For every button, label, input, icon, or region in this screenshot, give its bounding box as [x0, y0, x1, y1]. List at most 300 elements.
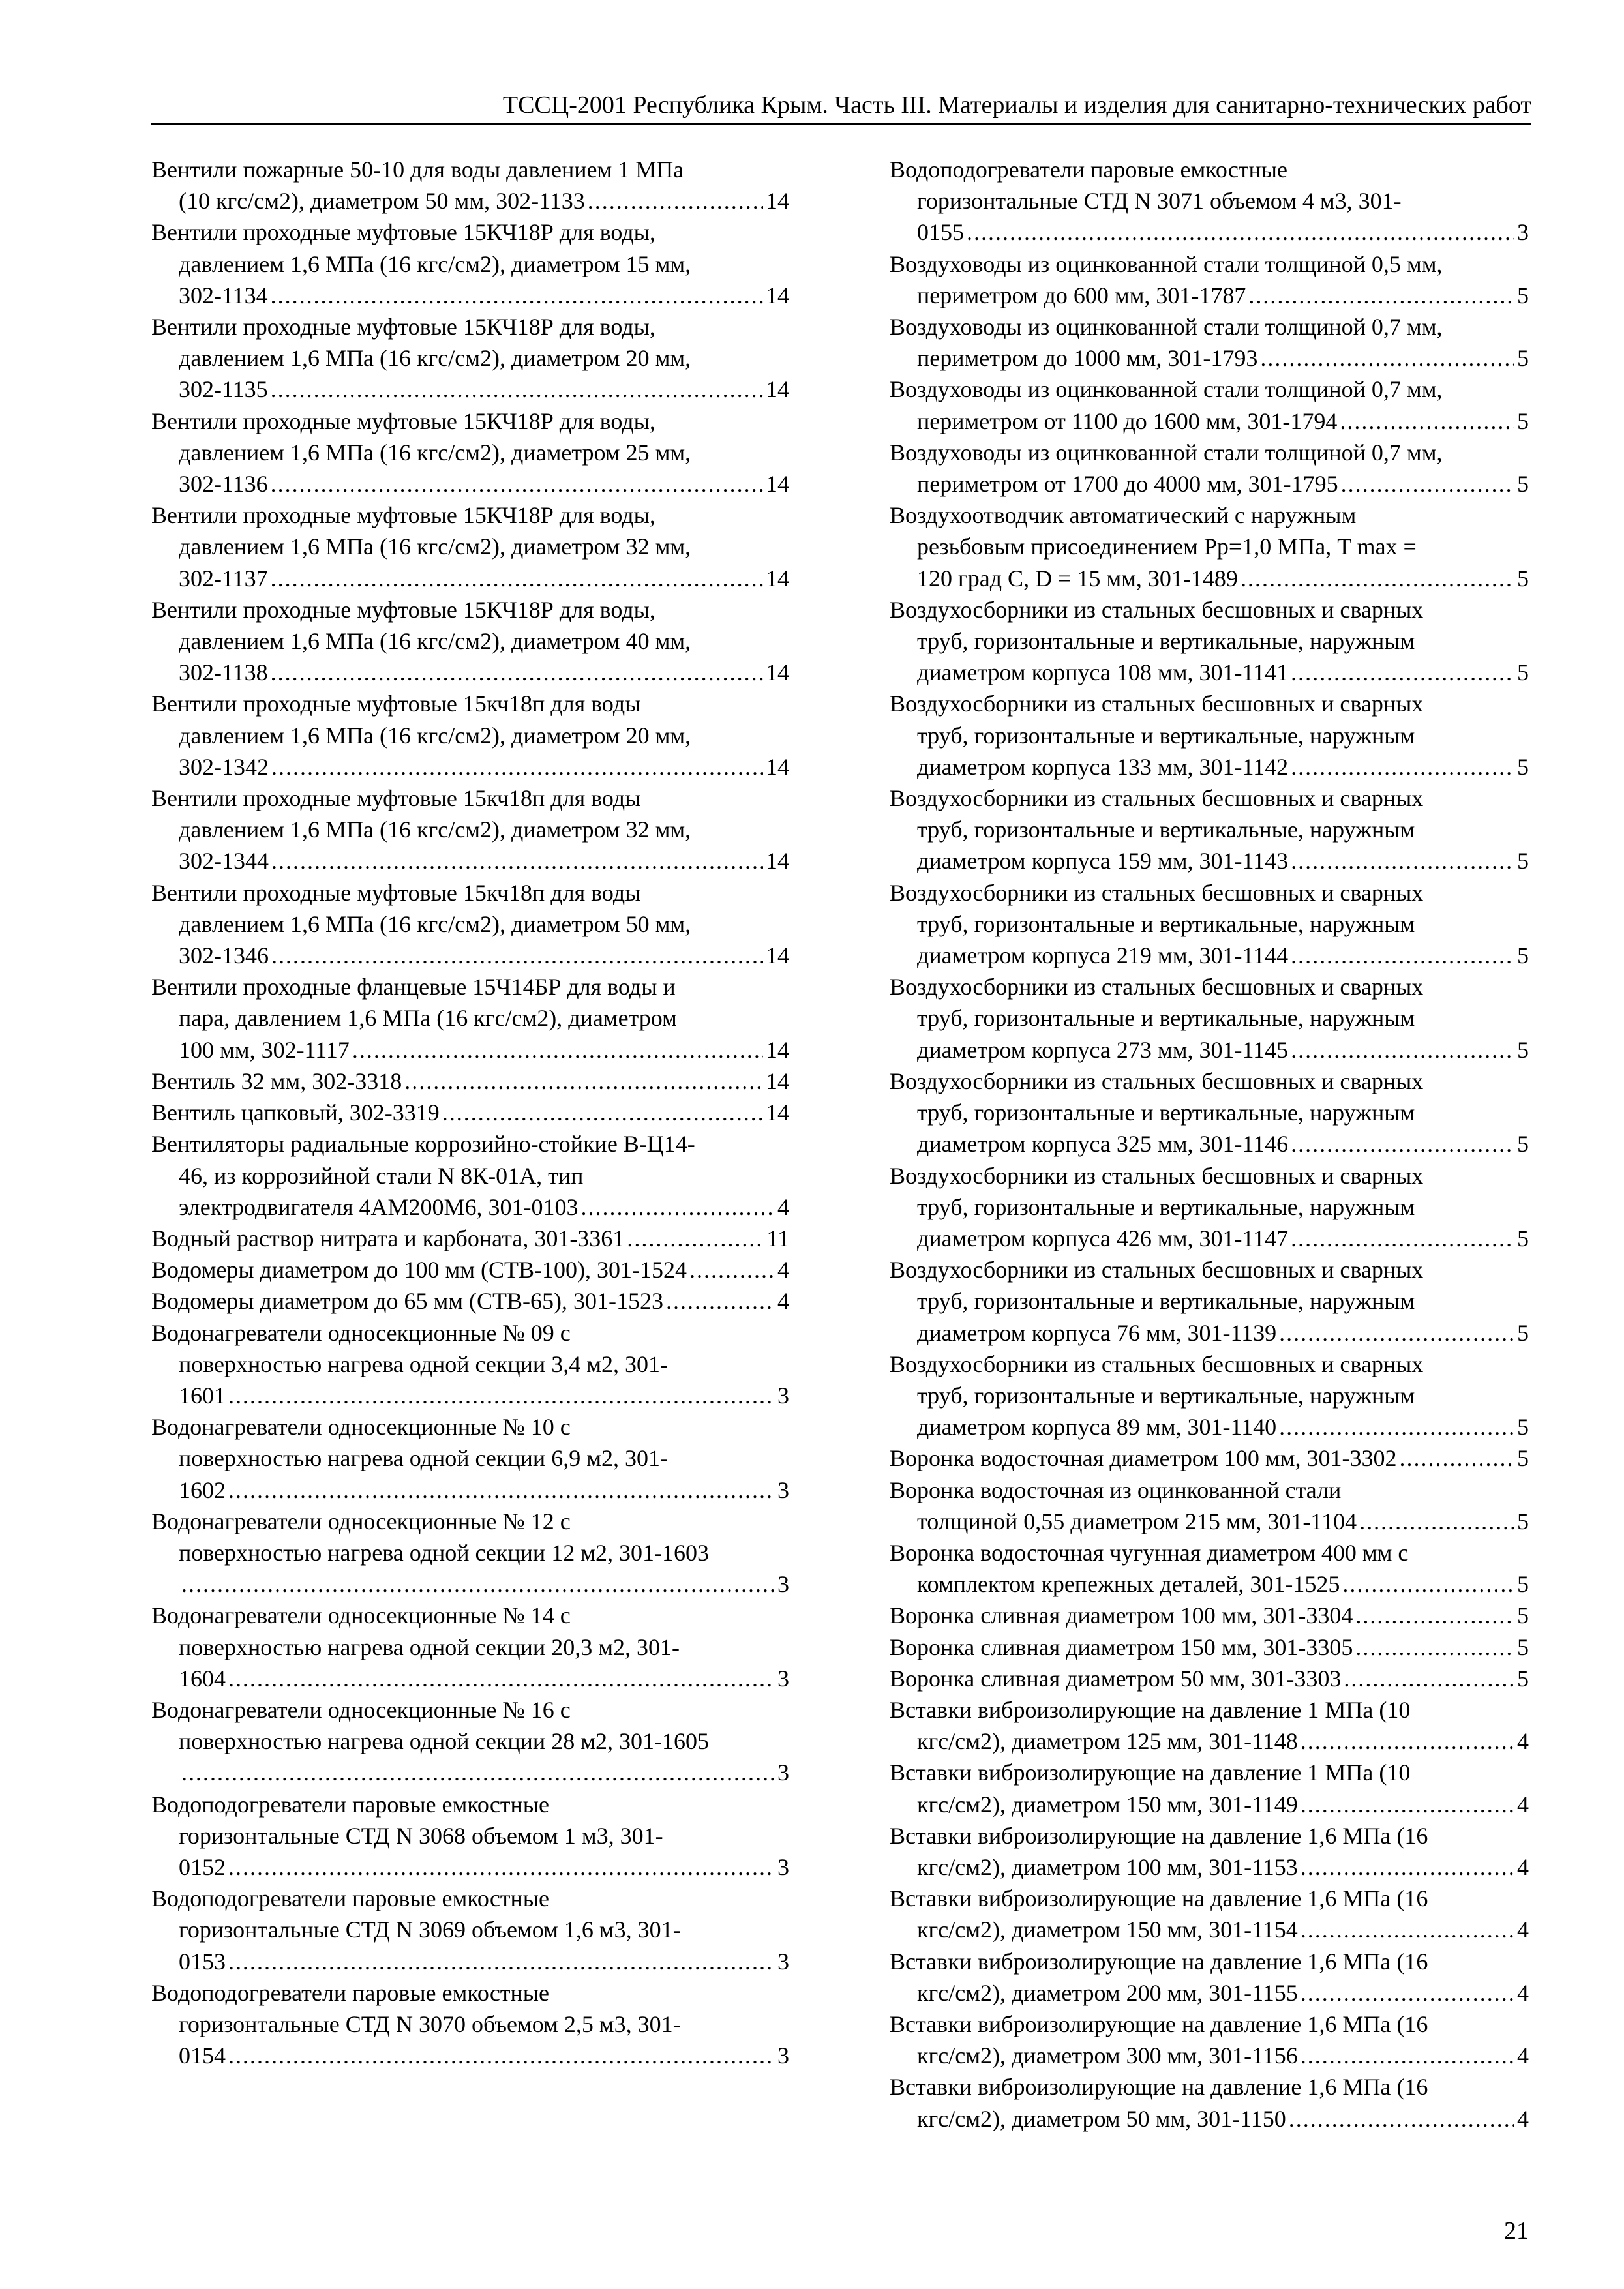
dot-leader — [228, 1851, 775, 1883]
index-entry-line: Вентиляторы радиальные коррозийно-стойкие В-Ц14- — [151, 1131, 695, 1158]
index-entry-line: Вентили проходные муфтовые 15кч18п для воды — [151, 691, 641, 717]
index-entry — [151, 1254, 789, 1285]
index-entry-line: давлением 1,6 МПа (16 кгс/см2), диаметром 32 мм, — [179, 533, 691, 560]
index-entry-line: Вентили проходные муфтовые 15КЧ18Р для воды, — [151, 314, 655, 340]
index-entry-text — [890, 1066, 1529, 1128]
index-entry-line: Воздухосборники из стальных бесшовных и сварных — [890, 1068, 1424, 1094]
index-column-left — [151, 154, 789, 2071]
index-entry-page: 5 — [1517, 1036, 1529, 1063]
dot-leader — [1342, 1568, 1514, 1600]
index-entry — [890, 500, 1529, 594]
index-entry-line: давлением 1,6 МПа (16 кгс/см2), диаметром 40 мм, — [179, 628, 691, 655]
index-entry-line: Вентили проходные муфтовые 15КЧ18Р для воды, — [151, 596, 655, 623]
index-entry-page: 14 — [766, 753, 789, 780]
index-entry-page: 4 — [777, 1288, 789, 1315]
dot-leader — [1301, 1789, 1514, 1820]
index-entry-line: 46, из коррозийной стали N 8К-01А, тип — [179, 1162, 584, 1189]
dot-leader — [1260, 342, 1514, 374]
index-entry-page: 14 — [766, 659, 789, 686]
index-entry-last-line: 302-1134 — [179, 282, 268, 308]
index-entry-text — [890, 2009, 1529, 2040]
index-entry-line: Воронка водосточная из оцинкованной стали — [890, 1476, 1342, 1503]
index-entry-page: 5 — [1517, 1571, 1529, 1598]
index-entry-text — [890, 1820, 1529, 1851]
index-entry-page: 5 — [1517, 1225, 1529, 1251]
dot-leader — [1301, 1914, 1514, 1945]
page-number: 21 — [1504, 2217, 1529, 2245]
index-entry-text — [890, 688, 1529, 751]
index-entry-last-line: периметром от 1700 до 4000 мм, 301-1795 — [917, 471, 1338, 498]
index-entry-page: 4 — [1517, 1728, 1529, 1755]
index-entry-last-line: диаметром корпуса 159 мм, 301-1143 — [917, 848, 1289, 875]
index-entry-last-line: диаметром корпуса 76 мм, 301-1139 — [917, 1319, 1277, 1346]
index-entry-line: Вентили проходные муфтовые 15кч18п для воды — [151, 785, 641, 812]
dot-leader — [271, 374, 763, 405]
index-entry-page: 5 — [1517, 1665, 1529, 1692]
index-entry — [890, 437, 1529, 500]
index-entry-last-line: диаметром корпуса 133 мм, 301-1142 — [917, 753, 1289, 780]
index-entry-line: Вставки виброизолирующие на давление 1 МПа (10 — [890, 1759, 1411, 1786]
index-entry — [151, 1600, 789, 1694]
index-entry — [890, 311, 1529, 374]
index-entry-text — [890, 594, 1529, 657]
index-entry-line: Водонагреватели односекционные № 14 с — [151, 1602, 571, 1629]
index-entry-page: 4 — [777, 1257, 789, 1283]
dot-leader — [1291, 657, 1514, 688]
dot-leader — [228, 1663, 775, 1694]
index-entry-line: Воздухосборники из стальных бесшовных и сварных — [890, 1257, 1424, 1283]
index-entry-page: 5 — [1517, 1131, 1529, 1158]
index-entry — [151, 1066, 789, 1097]
index-entry-last-line: 302-1135 — [179, 376, 268, 403]
index-entry — [151, 1411, 789, 1506]
index-entry-line: пара, давлением 1,6 МПа (16 кгс/см2), диаметром — [179, 1005, 677, 1032]
index-entry-last-line: кгс/см2), диаметром 150 мм, 301-1149 — [917, 1791, 1298, 1818]
dot-leader — [1279, 1411, 1514, 1443]
index-entry-last-line: 1604 — [179, 1665, 226, 1692]
index-entry — [890, 688, 1529, 783]
index-entry — [151, 406, 789, 500]
index-entry-page: 3 — [777, 1853, 789, 1880]
index-entry-last-line: 302-1342 — [179, 753, 269, 780]
index-entry-last-line: 302-1346 — [179, 942, 269, 969]
index-entry-line: Водоподогреватели паровые емкостные — [890, 157, 1287, 183]
index-entry-last-line: Водомеры диаметром до 65 мм (СТВ-65), 301-1523 — [151, 1288, 663, 1315]
index-entry — [151, 217, 789, 311]
index-entry-line: труб, горизонтальные и вертикальные, наружным — [917, 1005, 1415, 1032]
index-entry-last-line: 120 град С, D = 15 мм, 301-1489 — [917, 565, 1238, 591]
index-entry-last-line: комплектом крепежных деталей, 301-1525 — [917, 1571, 1340, 1598]
dot-leader — [1341, 468, 1514, 500]
index-entry-last-line: 0152 — [179, 1853, 226, 1880]
index-entry-line: горизонтальные СТД N 3068 объемом 1 м3, 301- — [179, 1822, 663, 1849]
index-entry-line: давлением 1,6 МПа (16 кгс/см2), диаметром 20 мм, — [179, 345, 691, 372]
index-entry-last-line: 0154 — [179, 2042, 226, 2069]
index-entry-last-line: 302-1344 — [179, 848, 269, 875]
index-entry-page: 4 — [1517, 1791, 1529, 1818]
index-entry-line: поверхностью нагрева одной секции 20,3 м2, 301- — [179, 1634, 680, 1660]
index-entry — [151, 154, 789, 217]
index-entry-last-line: периметром от 1100 до 1600 мм, 301-1794 — [917, 408, 1338, 434]
index-entry — [151, 1128, 789, 1223]
dot-leader — [1248, 280, 1514, 311]
index-entry-line: Водонагреватели односекционные № 16 с — [151, 1696, 571, 1723]
index-entry-line: Воздухосборники из стальных бесшовных и сварных — [890, 1162, 1424, 1189]
index-entry-line: Вентили пожарные 50-10 для воды давлением 1 МПа — [151, 157, 684, 183]
index-entry-line: Водоподогреватели паровые емкостные — [151, 1885, 549, 1912]
index-entry-page: 14 — [766, 565, 789, 591]
index-entry — [151, 311, 789, 406]
index-entry-text — [890, 1349, 1529, 1411]
dot-leader — [1291, 1223, 1514, 1254]
index-entry-last-line: электродвигателя 4АМ200М6, 301-0103 — [179, 1193, 579, 1220]
index-entry-line: давлением 1,6 МПа (16 кгс/см2), диаметром 15 мм, — [179, 250, 691, 277]
index-entry-text — [890, 1946, 1529, 1977]
index-entry — [151, 1883, 789, 1977]
index-entry-last-line: Вентиль цапковый, 302-3319 — [151, 1100, 440, 1126]
index-entry — [890, 374, 1529, 436]
index-entry-page: 14 — [766, 471, 789, 498]
dot-leader — [228, 1380, 775, 1411]
index-entry-line: труб, горизонтальные и вертикальные, наружным — [917, 816, 1415, 843]
index-entry — [151, 1317, 789, 1412]
index-entry — [151, 1977, 789, 2072]
dot-leader — [228, 1474, 775, 1506]
index-entry-line: давлением 1,6 МПа (16 кгс/см2), диаметром 32 мм, — [179, 816, 691, 843]
index-entry-last-line: Вентиль 32 мм, 302-3318 — [151, 1068, 402, 1094]
index-entry-last-line: Водомеры диаметром до 100 мм (СТВ-100), 301-1524 — [151, 1257, 687, 1283]
index-entry-line: Водонагреватели односекционные № 10 с — [151, 1414, 571, 1441]
index-entry-page: 3 — [777, 1571, 789, 1598]
index-entry-line: Воздухосборники из стальных бесшовных и сварных — [890, 691, 1424, 717]
index-entry-text — [151, 1694, 789, 1757]
index-entry-page: 14 — [766, 376, 789, 403]
index-entry-text — [890, 248, 1529, 280]
dot-leader — [442, 1097, 763, 1128]
index-entry — [890, 1632, 1529, 1663]
dot-leader — [1291, 940, 1514, 971]
dot-leader — [1340, 406, 1514, 437]
index-entry-line: Вставки виброизолирующие на давление 1,6 МПа (16 — [890, 1885, 1428, 1912]
index-entry — [151, 1694, 789, 1789]
dot-leader — [1301, 2040, 1514, 2071]
dot-leader — [1289, 2103, 1514, 2134]
index-entry-line: Водонагреватели односекционные № 12 с — [151, 1508, 571, 1534]
index-entry-text — [151, 1789, 789, 1851]
index-entry-text — [151, 311, 789, 374]
index-entry-page: 5 — [1517, 345, 1529, 372]
index-entry-line: Воздухоотводчик автоматический с наружным — [890, 502, 1357, 529]
index-entry-text — [151, 1411, 789, 1474]
dot-leader — [1355, 1600, 1514, 1631]
index-entry-text — [151, 1506, 789, 1568]
index-entry-line: труб, горизонтальные и вертикальные, наружным — [917, 910, 1415, 937]
index-entry-line: труб, горизонтальные и вертикальные, наружным — [917, 722, 1415, 749]
index-entry-last-line: кгс/см2), диаметром 50 мм, 301-1150 — [917, 2105, 1286, 2132]
index-entry-last-line: диаметром корпуса 426 мм, 301-1147 — [917, 1225, 1289, 1251]
index-entry-page: 5 — [1517, 565, 1529, 591]
index-entry-text — [890, 2071, 1529, 2102]
dot-leader — [271, 940, 763, 971]
index-entry — [151, 1223, 789, 1254]
index-entry — [151, 1789, 789, 1883]
index-entry — [890, 248, 1529, 311]
running-header: ТССЦ-2001 Республика Крым. Часть III. Материалы и изделия для санитарно-технических работ — [151, 90, 1531, 125]
index-entry-line: Воздуховоды из оцинкованной стали толщиной 0,5 мм, — [890, 250, 1443, 277]
index-entry-page: 3 — [777, 1382, 789, 1409]
dot-leader — [666, 1285, 775, 1317]
index-entry-last-line: кгс/см2), диаметром 150 мм, 301-1154 — [917, 1917, 1298, 1943]
index-entry-page: 14 — [766, 1068, 789, 1094]
index-entry-page: 3 — [1517, 219, 1529, 246]
index-entry — [890, 1254, 1529, 1349]
index-entry-page: 4 — [1517, 1979, 1529, 2006]
index-entry-line: поверхностью нагрева одной секции 28 м2, 301-1605 — [179, 1728, 709, 1755]
index-entry-last-line: 0155 — [917, 219, 964, 246]
index-entry — [151, 783, 789, 877]
index-entry-line: Вставки виброизолирующие на давление 1 МПа (10 — [890, 1696, 1411, 1723]
index-entry-line: Вентили проходные муфтовые 15КЧ18Р для воды, — [151, 408, 655, 434]
index-entry-text — [151, 500, 789, 562]
dot-leader — [1301, 1851, 1514, 1883]
dot-leader — [1301, 1726, 1514, 1757]
index-entry-line: поверхностью нагрева одной секции 3,4 м2, 301- — [179, 1351, 668, 1377]
index-entry-text — [151, 688, 789, 751]
index-entry-page: 5 — [1517, 1602, 1529, 1629]
index-entry-page: 14 — [766, 282, 789, 308]
index-entry-last-line: 302-1136 — [179, 471, 268, 498]
index-entry-line: давлением 1,6 МПа (16 кгс/см2), диаметром 25 мм, — [179, 439, 691, 466]
index-entry-line: давлением 1,6 МПа (16 кгс/см2), диаметром 20 мм, — [179, 722, 691, 749]
index-entry — [151, 971, 789, 1066]
index-entry-line: труб, горизонтальные и вертикальные, наружным — [917, 1100, 1415, 1126]
index-entry-line: горизонтальные СТД N 3070 объемом 2,5 м3, 301- — [179, 2011, 681, 2037]
dot-leader — [228, 2040, 775, 2071]
index-entry — [151, 1506, 789, 1600]
index-entry-page: 5 — [1517, 848, 1529, 875]
index-entry-line: Воздуховоды из оцинкованной стали толщиной 0,7 мм, — [890, 314, 1443, 340]
index-entry-page: 14 — [766, 188, 789, 215]
index-entry-line: горизонтальные СТД N 3069 объемом 1,6 м3, 301- — [179, 1917, 681, 1943]
index-entry — [890, 2009, 1529, 2071]
dot-leader — [1279, 1317, 1514, 1349]
index-entry-last-line: 1602 — [179, 1476, 226, 1503]
index-entry-page: 5 — [1517, 1445, 1529, 1472]
index-entry-last-line: Воронка водосточная диаметром 100 мм, 301-3302 — [890, 1445, 1397, 1472]
index-entry — [151, 500, 789, 594]
index-entry — [890, 1349, 1529, 1443]
index-entry-text — [151, 1128, 789, 1191]
index-entry-line: Воздухосборники из стальных бесшовных и сварных — [890, 596, 1424, 623]
index-entry-last-line: 302-1137 — [179, 565, 268, 591]
dot-leader — [1399, 1443, 1514, 1474]
index-entry-page: 4 — [1517, 1917, 1529, 1943]
index-entry-line: труб, горизонтальные и вертикальные, наружным — [917, 1288, 1415, 1315]
index-entry-last-line: Воронка сливная диаметром 100 мм, 301-3304 — [890, 1602, 1353, 1629]
index-entry — [890, 1883, 1529, 1945]
index-entry — [890, 971, 1529, 1066]
index-entry-text — [890, 311, 1529, 342]
dot-leader — [271, 845, 763, 876]
index-entry-page: 5 — [1517, 282, 1529, 308]
index-entry-text — [890, 1757, 1529, 1788]
index-entry-page: 4 — [1517, 2105, 1529, 2132]
index-entry-last-line: кгс/см2), диаметром 300 мм, 301-1156 — [917, 2042, 1298, 2069]
index-entry-page: 5 — [1517, 1414, 1529, 1441]
index-entry-page: 5 — [1517, 942, 1529, 969]
index-entry-text — [890, 1474, 1529, 1506]
dot-leader — [1359, 1506, 1514, 1537]
index-entry — [890, 1160, 1529, 1255]
index-entry-text — [890, 971, 1529, 1034]
dot-leader — [689, 1254, 775, 1285]
index-entry-line: труб, горизонтальные и вертикальные, наружным — [917, 1382, 1415, 1409]
index-entry-page: 5 — [1517, 1634, 1529, 1660]
index-entry-text — [890, 500, 1529, 562]
index-entry — [890, 1600, 1529, 1631]
index-entry-line: Вставки виброизолирующие на давление 1,6 МПа (16 — [890, 1822, 1428, 1849]
index-entry-line: горизонтальные СТД N 3071 объемом 4 м3, 301- — [917, 188, 1402, 215]
index-entry-last-line: 302-1138 — [179, 659, 268, 686]
index-entry-page: 3 — [777, 1476, 789, 1503]
index-entry-text — [151, 1977, 789, 2040]
index-entry-last-line: кгс/см2), диаметром 100 мм, 301-1153 — [917, 1853, 1298, 1880]
index-entry-line: Водонагреватели односекционные № 09 с — [151, 1319, 571, 1346]
index-entry-page: 5 — [1517, 1508, 1529, 1534]
index-entry-text — [890, 783, 1529, 845]
index-entry-last-line: диаметром корпуса 325 мм, 301-1146 — [917, 1131, 1289, 1158]
index-entry-text — [151, 1883, 789, 1945]
index-entry-line: Воздуховоды из оцинкованной стали толщиной 0,7 мм, — [890, 439, 1443, 466]
index-entry — [890, 1537, 1529, 1600]
index-entry — [890, 154, 1529, 248]
index-entry-line: Вентили проходные муфтовые 15кч18п для воды — [151, 879, 641, 906]
index-entry-text — [890, 154, 1529, 217]
index-entry-text — [890, 1160, 1529, 1223]
index-entry — [890, 1820, 1529, 1883]
index-entry — [151, 688, 789, 783]
index-entry-text — [151, 154, 789, 185]
index-entry-last-line: диаметром корпуса 219 мм, 301-1144 — [917, 942, 1289, 969]
dot-leader — [1344, 1663, 1514, 1694]
dot-leader — [1301, 1977, 1514, 2009]
index-entry-page: 14 — [766, 942, 789, 969]
dot-leader — [1355, 1632, 1514, 1663]
index-entry-line: Воздухосборники из стальных бесшовных и сварных — [890, 785, 1424, 812]
index-entry — [890, 783, 1529, 877]
dot-leader — [181, 1757, 775, 1788]
index-entry-line: Водоподогреватели паровые емкостные — [151, 1791, 549, 1818]
index-entry — [890, 1443, 1529, 1474]
index-entry-line: Вентили проходные фланцевые 15Ч14БР для воды и — [151, 974, 676, 1000]
index-entry-text — [151, 877, 789, 940]
dot-leader — [1241, 563, 1514, 594]
index-entry-line: Вставки виброизолирующие на давление 1,6 МПа (16 — [890, 1948, 1428, 1975]
index-entry-text — [890, 877, 1529, 940]
index-entry-last-line: 0153 — [179, 1948, 226, 1975]
index-entry-last-line: (10 кгс/см2), диаметром 50 мм, 302-1133 — [179, 188, 585, 215]
dot-leader — [1291, 845, 1514, 876]
index-entry-page: 14 — [766, 1036, 789, 1063]
index-entry — [890, 1066, 1529, 1160]
index-entry-page: 3 — [777, 1759, 789, 1786]
index-entry-line: Вставки виброизолирующие на давление 1,6 МПа (16 — [890, 2011, 1428, 2037]
dot-leader — [271, 280, 763, 311]
index-entry-line: поверхностью нагрева одной секции 6,9 м2, 301- — [179, 1445, 668, 1472]
index-entry-line: Воздухосборники из стальных бесшовных и сварных — [890, 1351, 1424, 1377]
index-entry-page: 3 — [777, 1665, 789, 1692]
dot-leader — [352, 1034, 763, 1066]
index-entry-last-line: Воронка сливная диаметром 50 мм, 301-3303 — [890, 1665, 1342, 1692]
index-entry — [890, 1663, 1529, 1694]
dot-leader — [181, 1568, 775, 1600]
index-entry-page: 4 — [1517, 1853, 1529, 1880]
index-entry-text — [151, 594, 789, 657]
dot-leader — [271, 751, 763, 783]
index-entry — [890, 1757, 1529, 1819]
dot-leader — [967, 217, 1514, 248]
index-entry-page: 3 — [777, 1948, 789, 1975]
index-entry-line: поверхностью нагрева одной секции 12 м2, 301-1603 — [179, 1539, 709, 1566]
index-entry-last-line: 100 мм, 302-1117 — [179, 1036, 350, 1063]
dot-leader — [1291, 1034, 1514, 1066]
index-entry-text — [151, 406, 789, 468]
index-entry-line: резьбовым присоединением Рр=1,0 МПа, T max = — [917, 533, 1417, 560]
index-entry-last-line: кгс/см2), диаметром 125 мм, 301-1148 — [917, 1728, 1298, 1755]
index-entry-last-line: Водный раствор нитрата и карбоната, 301-3361 — [151, 1225, 625, 1251]
index-entry-last-line: диаметром корпуса 89 мм, 301-1140 — [917, 1414, 1277, 1441]
dot-leader — [581, 1191, 775, 1223]
index-entry-page: 5 — [1517, 408, 1529, 434]
index-entry-page: 14 — [766, 848, 789, 875]
index-entry-page: 5 — [1517, 471, 1529, 498]
index-entry-line: Воздухосборники из стальных бесшовных и сварных — [890, 879, 1424, 906]
index-entry — [151, 594, 789, 689]
index-entry-last-line: кгс/см2), диаметром 200 мм, 301-1155 — [917, 1979, 1298, 2006]
index-entry-line: Водоподогреватели паровые емкостные — [151, 1979, 549, 2006]
index-entry-page: 5 — [1517, 753, 1529, 780]
index-entry-last-line: периметром до 1000 мм, 301-1793 — [917, 345, 1258, 372]
index-entry-last-line: Воронка сливная диаметром 150 мм, 301-3305 — [890, 1634, 1353, 1660]
index-entry-line: труб, горизонтальные и вертикальные, наружным — [917, 628, 1415, 655]
index-entry-line: Воздуховоды из оцинкованной стали толщиной 0,7 мм, — [890, 376, 1443, 403]
index-entry-line: Воронка водосточная чугунная диаметром 400 мм с — [890, 1539, 1409, 1566]
index-entry — [890, 2071, 1529, 2134]
dot-leader — [271, 657, 763, 688]
index-entry-text — [890, 1254, 1529, 1317]
index-entry — [890, 594, 1529, 689]
index-entry-page: 4 — [1517, 2042, 1529, 2069]
index-entry-page: 14 — [766, 1100, 789, 1126]
index-entry-page: 5 — [1517, 659, 1529, 686]
dot-leader — [404, 1066, 763, 1097]
dot-leader — [228, 1946, 775, 1977]
index-entry-page: 11 — [766, 1225, 789, 1251]
index-entry-page: 3 — [777, 2042, 789, 2069]
index-entry — [890, 1694, 1529, 1757]
index-entry-last-line: диаметром корпуса 108 мм, 301-1141 — [917, 659, 1289, 686]
dot-leader — [1291, 1128, 1514, 1159]
index-entry-last-line: периметром до 600 мм, 301-1787 — [917, 282, 1246, 308]
index-entry-line: Вентили проходные муфтовые 15КЧ18Р для воды, — [151, 502, 655, 529]
index-entry — [890, 1474, 1529, 1537]
index-entry-text — [890, 1883, 1529, 1914]
index-entry — [151, 1097, 789, 1128]
dot-leader — [627, 1223, 764, 1254]
index-entry-line: труб, горизонтальные и вертикальные, наружным — [917, 1193, 1415, 1220]
index-entry-line: давлением 1,6 МПа (16 кгс/см2), диаметром 50 мм, — [179, 910, 691, 937]
index-entry-last-line: 1601 — [179, 1382, 226, 1409]
